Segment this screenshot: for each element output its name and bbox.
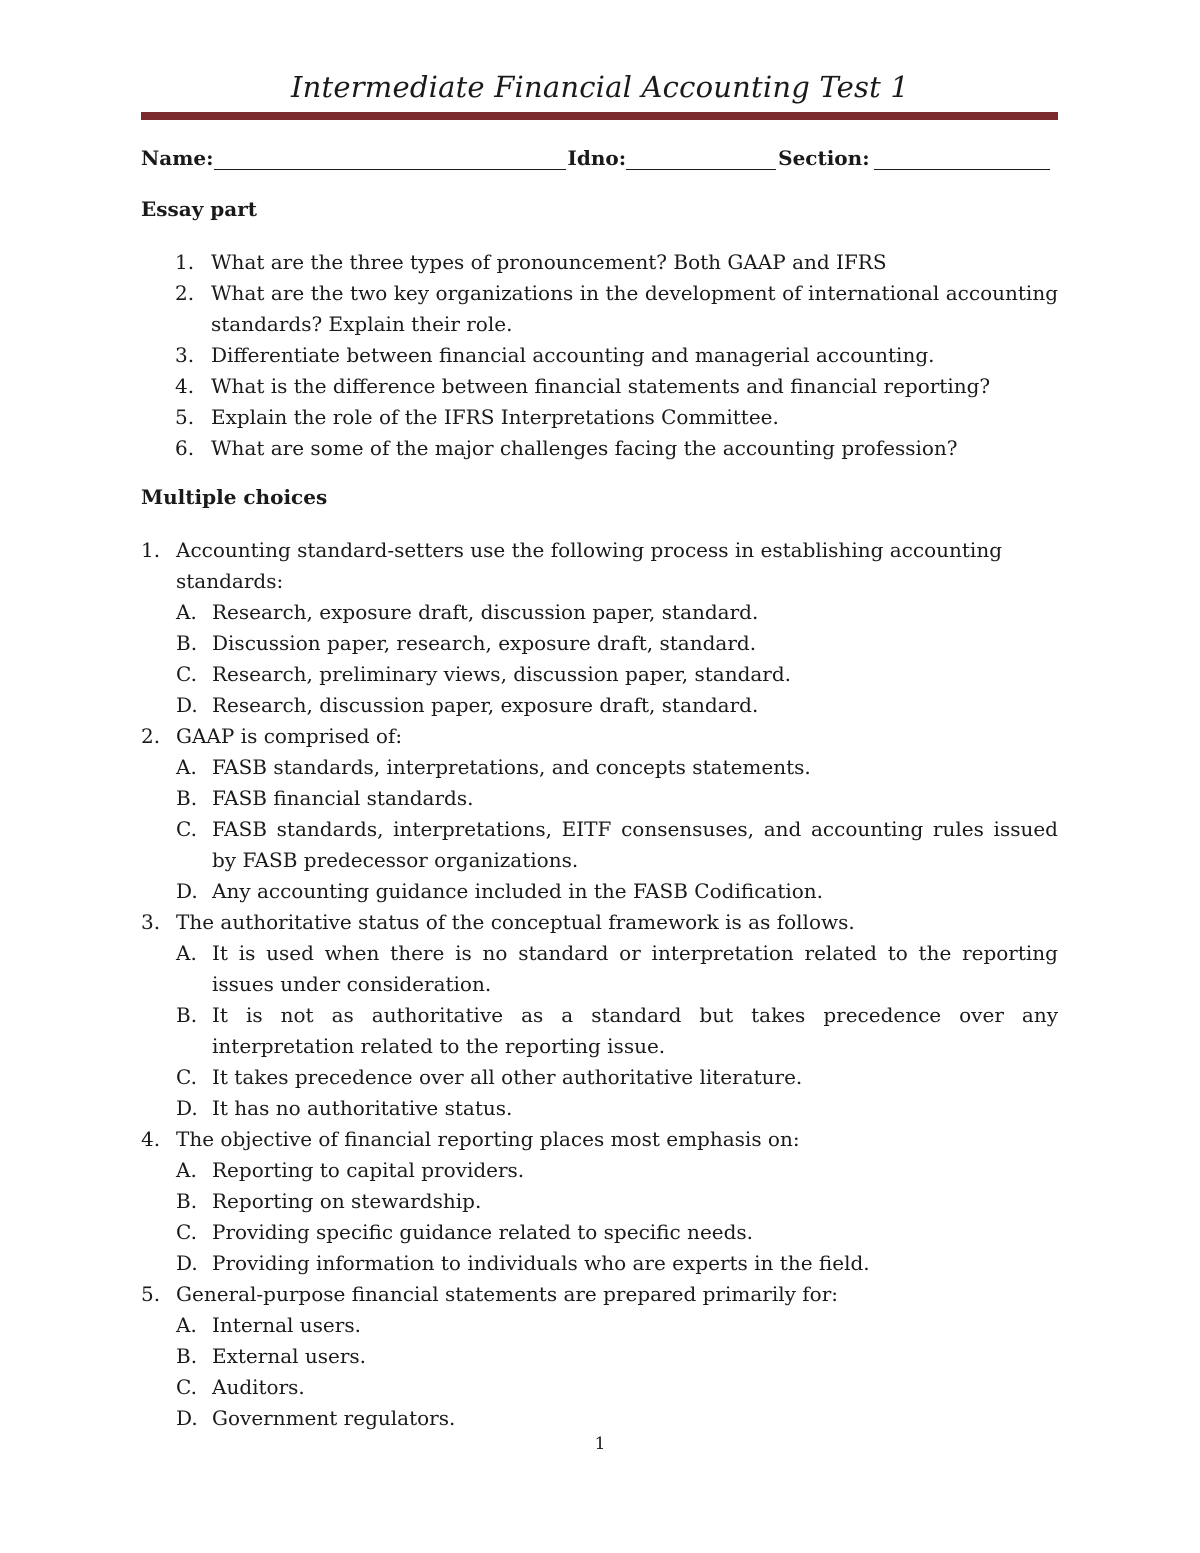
name-blank-line[interactable] xyxy=(214,147,566,170)
mc-option-text: Providing specific guidance related to specific needs. xyxy=(212,1220,754,1244)
mc-option-list xyxy=(176,752,1058,907)
mc-option-letter: A. xyxy=(176,1158,197,1182)
mc-question-number: 2. xyxy=(141,724,161,748)
mc-option-text: It takes precedence over all other authoritative literature. xyxy=(212,1065,803,1089)
page-number: 1 xyxy=(594,1434,606,1454)
mc-option-letter: D. xyxy=(176,693,198,717)
mc-option-text: It is used when there is no standard or interpretation related to the reporting issues under consideration. xyxy=(212,941,1058,996)
essay-question-number: 6. xyxy=(175,436,195,460)
mc-option-text: FASB standards, interpretations, EITF consensuses, and accounting rules issued by FASB predecessor organizations. xyxy=(212,817,1058,872)
essay-question xyxy=(141,278,1058,340)
mc-option-text: Research, preliminary views, discussion paper, standard. xyxy=(212,662,792,686)
mc-option-text: Internal users. xyxy=(212,1313,361,1337)
mc-question-text: General-purpose financial statements are prepared primarily for: xyxy=(176,1282,839,1306)
mc-question-number: 4. xyxy=(141,1127,161,1151)
mc-option-letter: A. xyxy=(176,941,197,965)
mc-option xyxy=(141,1155,1058,1186)
mc-question-number: 1. xyxy=(141,538,161,562)
essay-question-number: 3. xyxy=(175,343,195,367)
essay-question-text: What is the difference between financial statements and financial reporting? xyxy=(211,374,991,398)
mc-option-text: FASB standards, interpretations, and concepts statements. xyxy=(212,755,811,779)
mc-option-text: Research, exposure draft, discussion paper, standard. xyxy=(212,600,759,624)
mc-question-text: Accounting standard-setters use the following process in establishing accounting standards: xyxy=(176,538,1002,593)
mc-option-letter: C. xyxy=(176,1375,197,1399)
mc-option-letter: D. xyxy=(176,1406,198,1430)
mc-option xyxy=(141,752,1058,783)
mc-option xyxy=(141,690,1058,721)
mc-option-list xyxy=(176,597,1058,721)
mc-option xyxy=(141,1372,1058,1403)
mc-option-text: Reporting on stewardship. xyxy=(212,1189,482,1213)
mc-option-text: It has no authoritative status. xyxy=(212,1096,513,1120)
mc-option-text: Discussion paper, research, exposure draft, standard. xyxy=(212,631,757,655)
title-underline-rule xyxy=(141,112,1058,120)
mc-option-letter: D. xyxy=(176,1096,198,1120)
mc-option-letter: C. xyxy=(176,1065,197,1089)
mc-option-list xyxy=(176,1155,1058,1279)
essay-question-number: 4. xyxy=(175,374,195,398)
mc-option-letter: C. xyxy=(176,662,197,686)
section-label: Section: xyxy=(778,146,870,170)
mc-option-list xyxy=(176,938,1058,1124)
mc-question xyxy=(141,1124,1058,1279)
essay-question-number: 5. xyxy=(175,405,195,429)
mc-question xyxy=(141,907,1058,1124)
mc-option-text: External users. xyxy=(212,1344,367,1368)
essay-question-text: Explain the role of the IFRS Interpretations Committee. xyxy=(211,405,779,429)
essay-question xyxy=(141,402,1058,433)
idno-blank-line[interactable] xyxy=(626,147,776,170)
mc-option xyxy=(141,1341,1058,1372)
mc-option-letter: C. xyxy=(176,817,197,841)
mc-option xyxy=(141,628,1058,659)
mc-option xyxy=(141,783,1058,814)
essay-question-list xyxy=(141,247,1058,464)
mc-option-text: Reporting to capital providers. xyxy=(212,1158,525,1182)
mc-option xyxy=(141,1062,1058,1093)
mc-option-text: Any accounting guidance included in the FASB Codification. xyxy=(212,879,824,903)
mc-option-letter: B. xyxy=(176,1003,198,1027)
mc-option-letter: B. xyxy=(176,1344,198,1368)
mc-option xyxy=(141,1310,1058,1341)
mc-option-text: Government regulators. xyxy=(212,1406,456,1430)
mc-option xyxy=(141,1248,1058,1279)
mc-option xyxy=(141,659,1058,690)
mc-option xyxy=(141,938,1058,1000)
mc-option-letter: A. xyxy=(176,1313,197,1337)
mc-option xyxy=(141,1093,1058,1124)
mc-option xyxy=(141,1186,1058,1217)
essay-question xyxy=(141,433,1058,464)
mc-option-letter: A. xyxy=(176,755,197,779)
mc-option xyxy=(141,814,1058,876)
essay-question-text: What are the three types of pronouncement? Both GAAP and IFRS xyxy=(211,250,887,274)
essay-question xyxy=(141,371,1058,402)
mc-question-text: The objective of financial reporting places most emphasis on: xyxy=(176,1127,800,1151)
mc-option-text: Providing information to individuals who are experts in the field. xyxy=(212,1251,870,1275)
mc-option-letter: B. xyxy=(176,631,198,655)
mc-option-letter: B. xyxy=(176,1189,198,1213)
mc-option-text: FASB financial standards. xyxy=(212,786,474,810)
essay-question-text: What are some of the major challenges facing the accounting profession? xyxy=(211,436,958,460)
student-info-line xyxy=(141,146,1052,170)
page-title: Intermediate Financial Accounting Test 1 xyxy=(290,70,910,104)
mc-option xyxy=(141,1403,1058,1434)
essay-question xyxy=(141,247,1058,278)
mc-option-letter: D. xyxy=(176,1251,198,1275)
mc-question xyxy=(141,535,1058,721)
multiple-choice-list xyxy=(141,535,1058,1434)
name-label: Name: xyxy=(141,146,214,170)
mc-question-number: 5. xyxy=(141,1282,161,1306)
mc-question xyxy=(141,1279,1058,1434)
mc-option-text: Research, discussion paper, exposure draft, standard. xyxy=(212,693,759,717)
mc-option xyxy=(141,876,1058,907)
mc-option-letter: D. xyxy=(176,879,198,903)
mc-question-text: GAAP is comprised of: xyxy=(176,724,403,748)
mc-option-list xyxy=(176,1310,1058,1434)
mc-option-text: Auditors. xyxy=(212,1375,305,1399)
mc-option-letter: B. xyxy=(176,786,198,810)
mc-question-text: The authoritative status of the conceptual framework is as follows. xyxy=(176,910,855,934)
mc-option-text: It is not as authoritative as a standard but takes precedence over any interpretation related to the reporting issue. xyxy=(212,1003,1058,1058)
mc-question-number: 3. xyxy=(141,910,161,934)
multiple-choice-heading: Multiple choices xyxy=(141,485,328,509)
mc-option xyxy=(141,597,1058,628)
essay-question-number: 1. xyxy=(175,250,195,274)
essay-question-number: 2. xyxy=(175,281,195,305)
section-blank-line[interactable] xyxy=(874,147,1050,170)
essay-question-text: Differentiate between financial accounting and managerial accounting. xyxy=(211,343,935,367)
mc-option xyxy=(141,1000,1058,1062)
essay-question-text: What are the two key organizations in the development of international accounting standards? Explain their role. xyxy=(211,281,1058,336)
mc-option xyxy=(141,1217,1058,1248)
essay-question xyxy=(141,340,1058,371)
essay-heading: Essay part xyxy=(141,197,258,221)
mc-option-letter: A. xyxy=(176,600,197,624)
idno-label: Idno: xyxy=(567,146,627,170)
mc-option-letter: C. xyxy=(176,1220,197,1244)
mc-question xyxy=(141,721,1058,907)
